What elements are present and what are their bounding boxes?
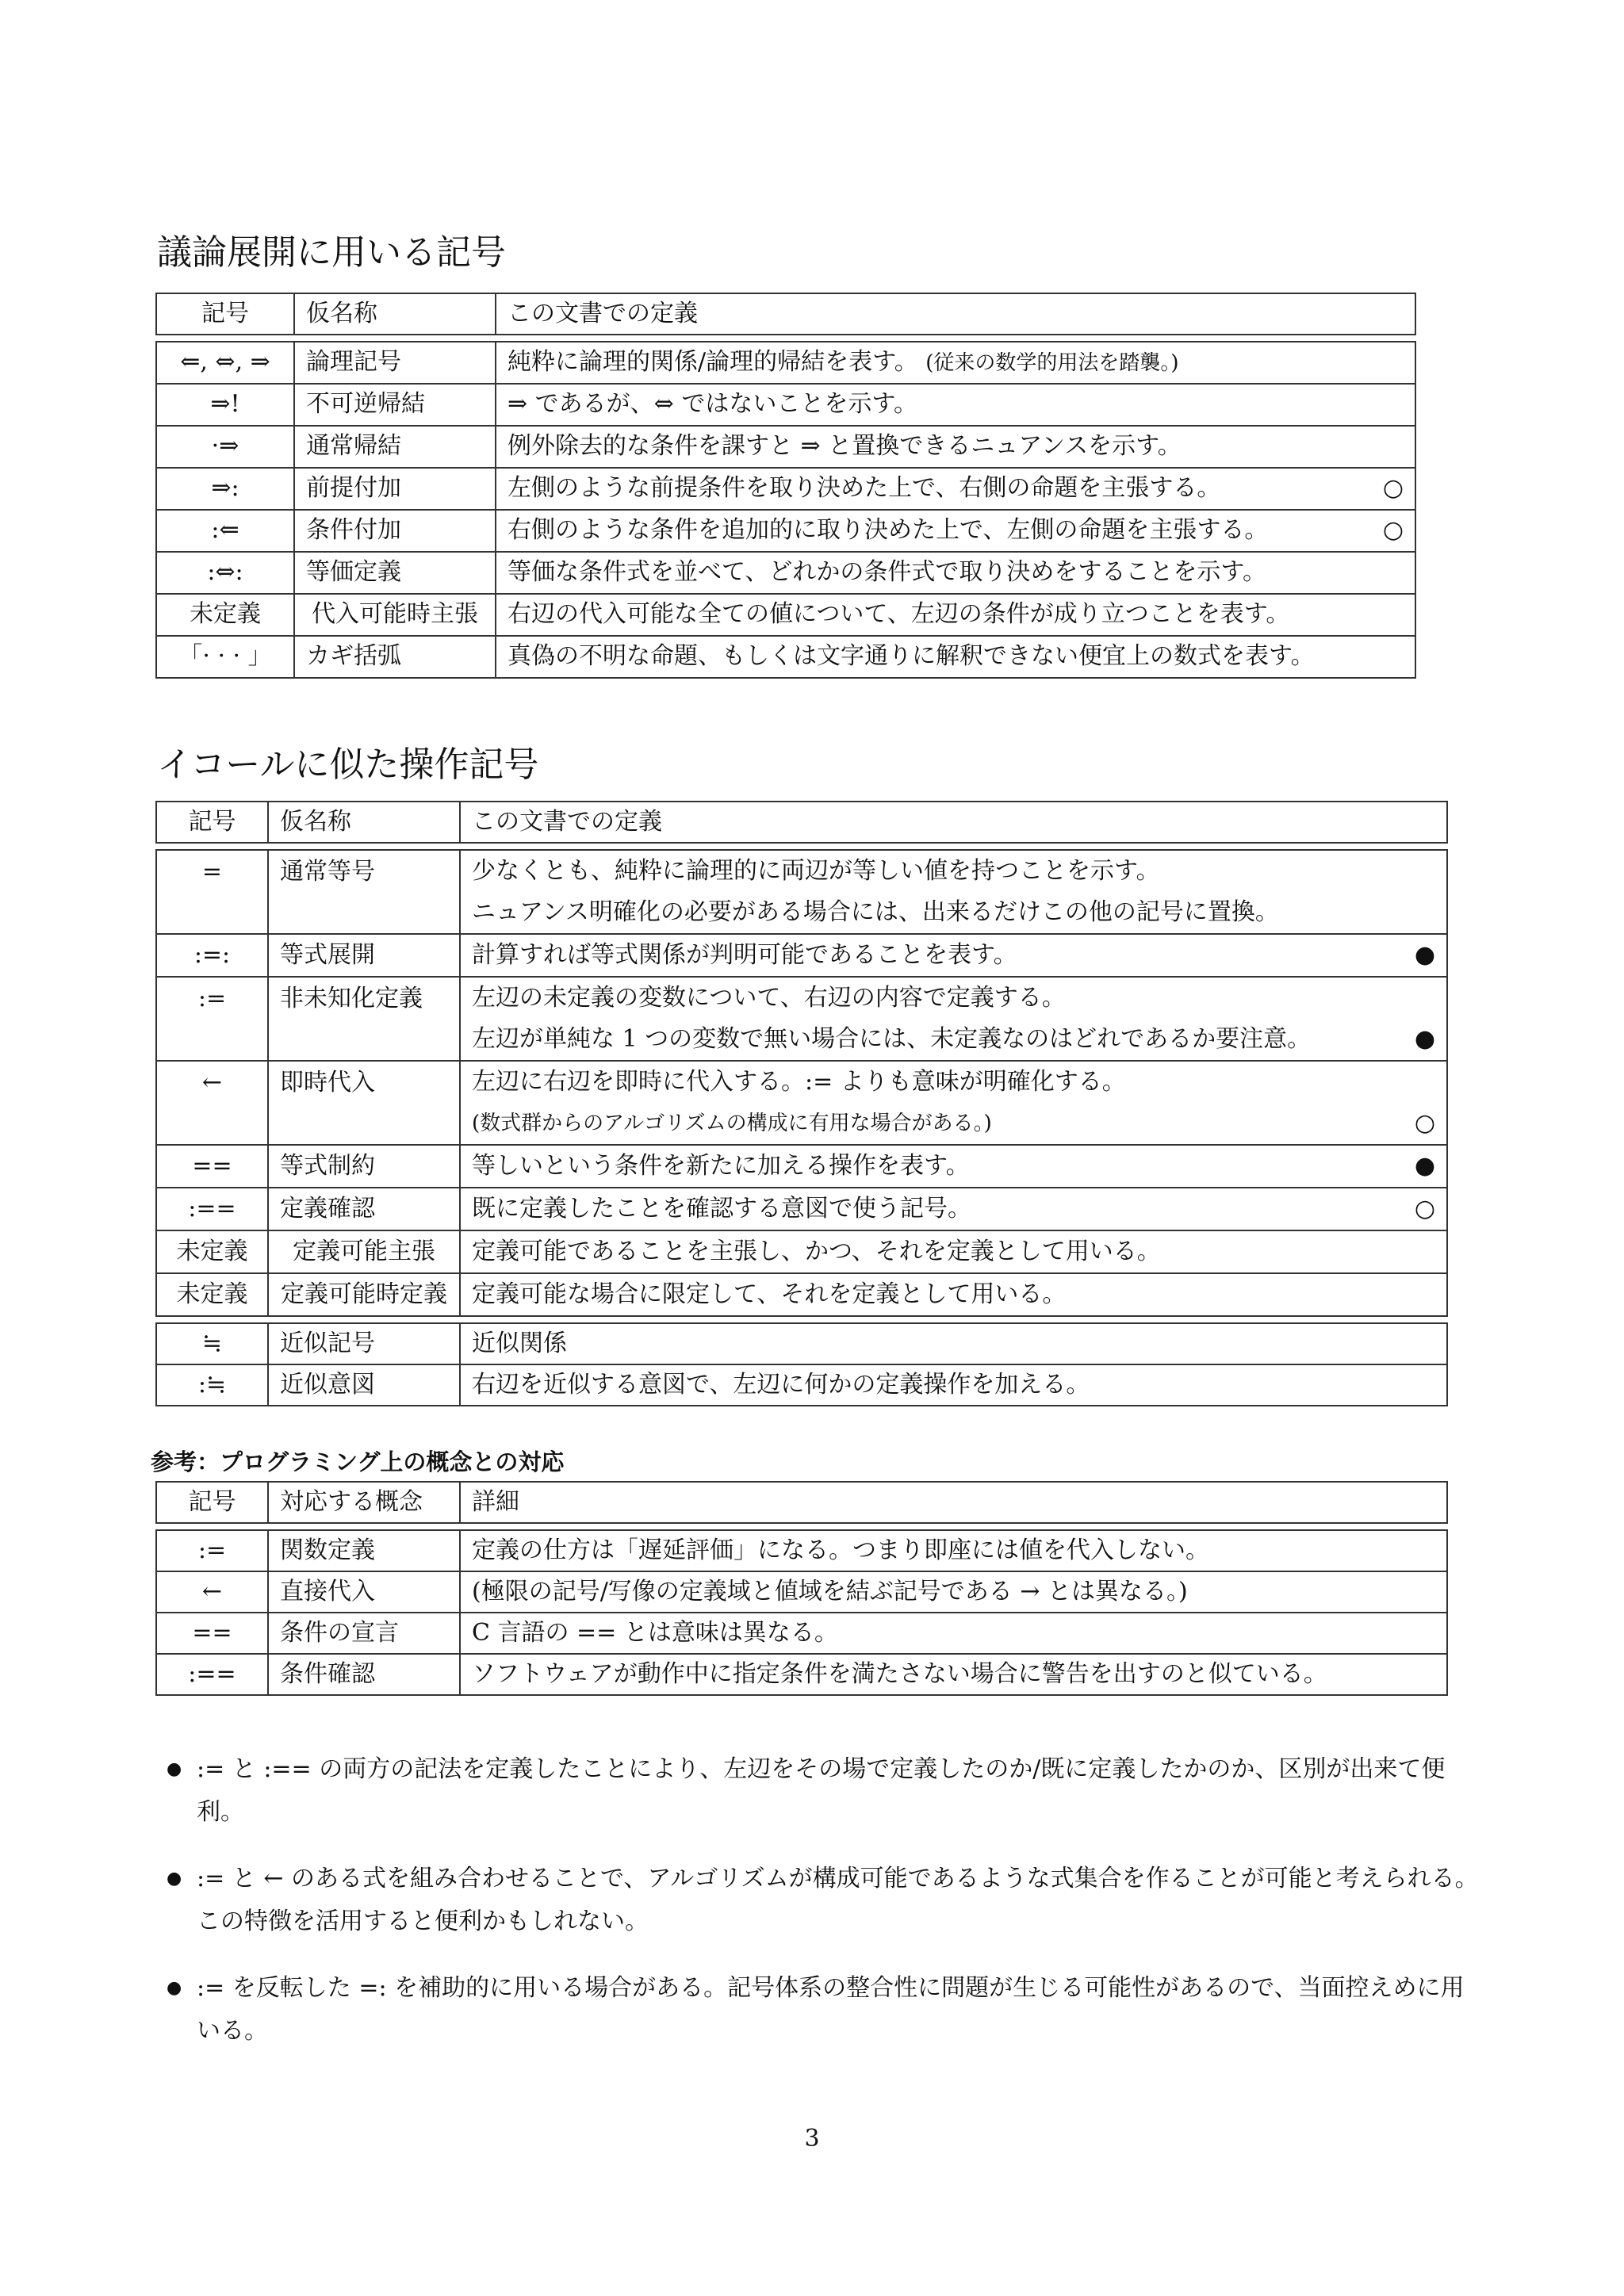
table-row: [156, 934, 1447, 977]
definition-cell: [460, 977, 1447, 1061]
definition-cell: [496, 384, 1415, 426]
table-row: [156, 1654, 1447, 1695]
name-cell: 即時代入: [268, 1061, 460, 1145]
concept-cell: 関数定義: [268, 1530, 460, 1571]
name-cell: 近似記号: [268, 1323, 460, 1364]
definition-line: 左辺が単純な 1 つの変数で無い場合には、未定義なのはどれであるか要注意。: [472, 1025, 1312, 1053]
definition-line: 等しいという条件を新たに加える操作を表す。: [472, 1152, 970, 1180]
definition-text: 等価な条件式を並べて、どれかの条件式で取り決めをすることを示す。: [508, 558, 1266, 587]
symbol-cell: 未定義: [156, 594, 294, 636]
table-row: [156, 636, 1415, 678]
definition-cell: 右辺を近似する意図で、左辺に何かの定義操作を加える。: [460, 1364, 1447, 1406]
definition-note: (従来の数学的用法を踏襲。): [925, 351, 1179, 376]
definition-text: 例外除去的な条件を課すと ⇒ と置換できるニュアンスを示す。: [508, 432, 1182, 461]
symbol-cell: ≒: [156, 1323, 268, 1364]
table-spacer: [156, 1316, 1447, 1323]
definition-text: 純粋に論理的関係/論理的帰結を表す。: [508, 348, 918, 377]
definition-cell: [496, 342, 1415, 384]
symbol-cell: ==: [156, 1145, 268, 1188]
column-header: 詳細: [460, 1482, 1447, 1523]
definition-cell: [460, 1230, 1447, 1273]
name-cell: 等式制約: [268, 1145, 460, 1188]
column-header: 対応する概念: [268, 1482, 460, 1523]
definition-text: 右辺の代入可能な全ての値について、左辺の条件が成り立つことを表す。: [508, 600, 1290, 629]
table-row: [156, 342, 1415, 384]
column-header: 記号: [156, 293, 294, 335]
table-spacer: [156, 335, 1415, 342]
notes-list: [197, 1748, 1481, 2076]
equality-operators-table: [155, 801, 1448, 1406]
symbol-cell: 未定義: [156, 1230, 268, 1273]
symbol-cell: :=:: [156, 934, 268, 977]
definition-line: 左辺に右辺を即時に代入する。:= よりも意味が明確化する。: [472, 1068, 1126, 1096]
table-row: [156, 468, 1415, 510]
definition-line: 定義可能であることを主張し、かつ、それを定義として用いる。: [472, 1238, 1161, 1265]
column-header: この文書での定義: [460, 802, 1447, 843]
table-row: [156, 1230, 1447, 1273]
table-row: [156, 1530, 1447, 1571]
definition-cell: [460, 934, 1447, 977]
symbol-cell: ⇐, ⇔, ⇒: [156, 342, 294, 384]
definition-text: 右側のような条件を追加的に取り決めた上で、左側の命題を主張する。: [508, 516, 1269, 545]
name-cell: 条件付加: [294, 510, 496, 552]
symbol-cell: :==: [156, 1188, 268, 1230]
name-cell: 通常等号: [268, 850, 460, 934]
definition-cell: [496, 594, 1415, 636]
column-header: この文書での定義: [496, 293, 1415, 335]
definition-cell: [496, 426, 1415, 468]
status-mark: ●: [1414, 1152, 1435, 1180]
table-row: [156, 1571, 1447, 1613]
symbol-cell: ⇒!: [156, 384, 294, 426]
definition-cell: [460, 1145, 1447, 1188]
section2-title: イコールに似た操作記号: [157, 744, 539, 785]
detail-cell: ソフトウェアが動作中に指定条件を満たさない場合に警告を出すのと似ている。: [460, 1654, 1447, 1695]
status-mark: ○: [1414, 1195, 1435, 1223]
definition-cell: [460, 850, 1447, 934]
table-header-row: [156, 293, 1415, 335]
status-mark: ○: [1382, 516, 1404, 545]
spacer-cell: [268, 1523, 460, 1530]
symbol-cell: ←: [156, 1061, 268, 1145]
column-header: 記号: [156, 1482, 268, 1523]
symbol-cell: :⇔:: [156, 552, 294, 594]
definition-text: 左側のような前提条件を取り決めた上で、右側の命題を主張する。: [508, 474, 1221, 503]
symbol-cell: ←: [156, 1571, 268, 1613]
spacer-cell: [460, 1316, 1447, 1323]
status-mark: ○: [1414, 1109, 1435, 1137]
definition-line: 既に定義したことを確認する意図で使う記号。: [472, 1195, 971, 1223]
name-cell: 論理記号: [294, 342, 496, 384]
definition-cell: [460, 1061, 1447, 1145]
section3-title: 参考：プログラミング上の概念との対応: [151, 1448, 565, 1475]
table-row: [156, 552, 1415, 594]
detail-cell: 定義の仕方は「遅延評価」になる。つまり即座には値を代入しない。: [460, 1530, 1447, 1571]
table-row: [156, 1145, 1447, 1188]
table-row: [156, 426, 1415, 468]
concept-cell: 条件確認: [268, 1654, 460, 1695]
symbol-cell: 未定義: [156, 1273, 268, 1316]
page-number: 3: [804, 2125, 820, 2152]
spacer-cell: [156, 1523, 268, 1530]
spacer-cell: [268, 1316, 460, 1323]
symbol-cell: 「· · · 」: [156, 636, 294, 678]
table-row: [156, 1188, 1447, 1230]
table-row: [156, 977, 1447, 1061]
logic-symbols-table: [155, 293, 1416, 679]
name-cell: カギ括弧: [294, 636, 496, 678]
name-cell: 通常帰結: [294, 426, 496, 468]
table-spacer: [156, 1523, 1447, 1530]
table-row: [156, 384, 1415, 426]
symbol-cell: ⇒:: [156, 468, 294, 510]
definition-text: ⇒ であるが、⇔ ではないことを示す。: [508, 390, 917, 419]
concept-cell: 直接代入: [268, 1571, 460, 1613]
table-row: [156, 1061, 1447, 1145]
definition-cell: [496, 636, 1415, 678]
name-cell: 代入可能時主張: [294, 594, 496, 636]
definition-line: 左辺の未定義の変数について、右辺の内容で定義する。: [472, 984, 1066, 1012]
name-cell: 近似意図: [268, 1364, 460, 1406]
spacer-cell: [156, 843, 268, 850]
definition-cell: [460, 1188, 1447, 1230]
definition-cell: [496, 468, 1415, 510]
symbol-cell: ==: [156, 1613, 268, 1654]
symbol-cell: :=: [156, 977, 268, 1061]
name-cell: 等式展開: [268, 934, 460, 977]
table-row: [156, 850, 1447, 934]
symbol-cell: =: [156, 850, 268, 934]
definition-line: ニュアンス明確化の必要がある場合には、出来るだけこの他の記号に置換。: [472, 898, 1279, 926]
name-cell: 不可逆帰結: [294, 384, 496, 426]
definition-line: 計算すれば等式関係が判明可能であることを表す。: [472, 941, 1017, 969]
detail-cell: (極限の記号/写像の定義域と値域を結ぶ記号である → とは異なる。): [460, 1571, 1447, 1613]
table-header-row: [156, 1482, 1447, 1523]
table-row: [156, 1613, 1447, 1654]
definition-cell: [496, 510, 1415, 552]
definition-text: 真偽の不明な命題、もしくは文字通りに解釈できない便宜上の数式を表す。: [508, 642, 1315, 671]
table-row: [156, 1323, 1447, 1364]
definition-line: 定義可能な場合に限定して、それを定義として用いる。: [472, 1280, 1067, 1308]
table-row: [156, 1364, 1447, 1406]
definition-cell: [460, 1273, 1447, 1316]
symbol-cell: :==: [156, 1654, 268, 1695]
symbol-cell: :=: [156, 1530, 268, 1571]
spacer-cell: [156, 1316, 268, 1323]
spacer-cell: [294, 335, 496, 342]
name-cell: 前提付加: [294, 468, 496, 510]
list-item: ● := を反転した =: を補助的に用いる場合がある。記号体系の整合性に問題が生じる可能性があるので、当面控えめに用いる。: [197, 1967, 1481, 2053]
list-item: ● := と ← のある式を組み合わせることで、アルゴリズムが構成可能であるような式集合を作ることが可能と考えられる。この特徴を活用すると便利かもしれない。: [197, 1858, 1481, 1943]
name-cell: 定義可能主張: [268, 1230, 460, 1273]
definition-cell: 近似関係: [460, 1323, 1447, 1364]
section1-title: 議論展開に用いる記号: [157, 232, 506, 273]
table-row: [156, 594, 1415, 636]
status-mark: ○: [1382, 474, 1404, 503]
status-mark: ●: [1414, 941, 1435, 969]
spacer-cell: [460, 1523, 1447, 1530]
programming-correspondence-table: [155, 1481, 1448, 1696]
symbol-cell: :≒: [156, 1364, 268, 1406]
list-item: ● := と :== の両方の記法を定義したことにより、左辺をその場で定義したのか/既に定義したかのか、区別が出来て便利。: [197, 1748, 1481, 1834]
status-mark: ●: [1414, 1025, 1435, 1053]
name-cell: 非未知化定義: [268, 977, 460, 1061]
column-header: 仮名称: [268, 802, 460, 843]
definition-line: 少なくとも、純粋に論理的に両辺が等しい値を持つことを示す。: [472, 857, 1160, 885]
column-header: 記号: [156, 802, 268, 843]
symbol-cell: :⇐: [156, 510, 294, 552]
name-cell: 定義可能時定義: [268, 1273, 460, 1316]
column-header: 仮名称: [294, 293, 496, 335]
spacer-cell: [496, 335, 1415, 342]
table-row: [156, 1273, 1447, 1316]
definition-line: (数式群からのアルゴリズムの構成に有用な場合がある。): [472, 1112, 992, 1135]
name-cell: 等価定義: [294, 552, 496, 594]
symbol-cell: ·⇒: [156, 426, 294, 468]
table-row: [156, 510, 1415, 552]
name-cell: 定義確認: [268, 1188, 460, 1230]
table-header-row: [156, 802, 1447, 843]
spacer-cell: [460, 843, 1447, 850]
detail-cell: C 言語の == とは意味は異なる。: [460, 1613, 1447, 1654]
definition-cell: [496, 552, 1415, 594]
concept-cell: 条件の宣言: [268, 1613, 460, 1654]
spacer-cell: [156, 335, 294, 342]
spacer-cell: [268, 843, 460, 850]
table-spacer: [156, 843, 1447, 850]
